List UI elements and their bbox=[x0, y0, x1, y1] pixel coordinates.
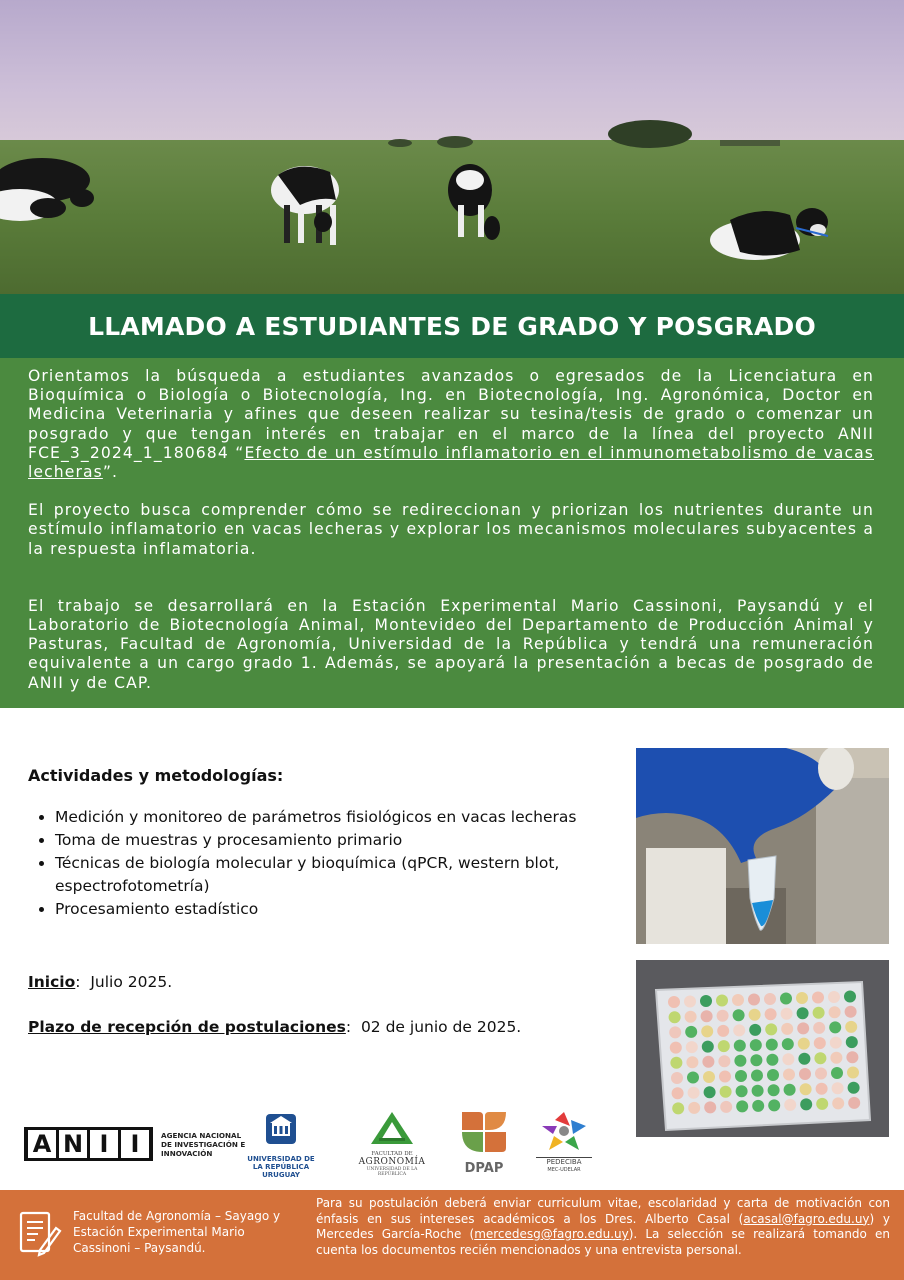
plate-well bbox=[672, 1102, 684, 1114]
plate-well bbox=[685, 1011, 697, 1023]
anii-letter: I bbox=[90, 1130, 118, 1158]
page-title: LLAMADO A ESTUDIANTES DE GRADO Y POSGRADO bbox=[88, 311, 816, 341]
project-title-link[interactable]: Efecto de un estímulo inflamatorio en el inmunometabolismo de vacas lecheras bbox=[28, 443, 874, 482]
plate-well bbox=[686, 1056, 698, 1068]
plate-well bbox=[750, 1054, 762, 1066]
pedeciba-name: PEDECIBA bbox=[546, 1158, 582, 1166]
plate-well bbox=[702, 1056, 714, 1068]
plate-well bbox=[748, 994, 760, 1006]
plate-well bbox=[670, 1057, 682, 1069]
fagro-line-1: FACULTAD DE bbox=[371, 1151, 413, 1157]
footer bbox=[0, 1190, 904, 1280]
plate-well bbox=[782, 1038, 794, 1050]
intro-paragraph-3: El trabajo se desarrollará en la Estación Experimental Mario Cassinoni, Paysandú y el Laboratorio de Biotecnología Animal, Montevideo del Departamento de Producción Animal y Pasturas, Facultad de Agronomía, Universidad de la República y tendrá una remuneración equivalente a un cargo grado 1. Además, se apoyará la presentación a becas de posgrado de ANII y de CAP. bbox=[28, 596, 874, 692]
plate-well bbox=[734, 1055, 746, 1067]
plate-well bbox=[798, 1053, 810, 1065]
plate-well bbox=[813, 1007, 825, 1019]
apply-text-1: Para su postulación deberá enviar curriculum vitae, escolaridad y carta de motivación con énfasis en sus intereses académicos a los Dres. Alberto Casal ( bbox=[316, 1196, 890, 1226]
plate-well bbox=[766, 1054, 778, 1066]
anii-caption: AGENCIA NACIONAL DE INVESTIGACIÓN E INNOVACIÓN bbox=[161, 1130, 246, 1158]
intro-paragraph-2: El proyecto busca comprender cómo se redireccionan y priorizan los nutrientes durante un estímulo inflamatorio en vacas lecheras y explorar los mecanismos moleculares subyacentes a la respuesta inflamatoria. bbox=[28, 501, 874, 558]
plate-well bbox=[847, 1067, 859, 1079]
plate-well bbox=[671, 1072, 683, 1084]
dpap-logo bbox=[456, 1110, 512, 1176]
udelar-caption: UNIVERSIDAD DE LA REPÚBLICA URUGUAY bbox=[247, 1155, 315, 1179]
plate-well bbox=[752, 1100, 764, 1112]
plate-well bbox=[732, 994, 744, 1006]
photo-microplate bbox=[636, 960, 889, 1137]
plate-well bbox=[734, 1040, 746, 1052]
plate-well bbox=[765, 1023, 777, 1035]
deadline: Plazo de recepción de postulaciones: 02 de junio de 2025. bbox=[28, 1018, 522, 1036]
plate-well bbox=[720, 1101, 732, 1113]
plate-well bbox=[766, 1039, 778, 1051]
fagro-logo bbox=[354, 1110, 430, 1177]
plate-well bbox=[672, 1087, 684, 1099]
plate-well bbox=[829, 1006, 841, 1018]
plate-well bbox=[749, 1009, 761, 1021]
plate-well bbox=[733, 1009, 745, 1021]
deadline-label: Plazo de recepción de postulaciones bbox=[28, 1018, 346, 1036]
fagro-emblem-icon bbox=[369, 1110, 415, 1146]
plate-well bbox=[830, 1052, 842, 1064]
plate-well bbox=[750, 1039, 762, 1051]
plate-well bbox=[780, 993, 792, 1005]
anii-logo bbox=[24, 1127, 251, 1161]
intro-section bbox=[0, 358, 904, 708]
plate-well bbox=[832, 1097, 844, 1109]
plate-well bbox=[828, 991, 840, 1003]
plate-well bbox=[733, 1024, 745, 1036]
plate-well bbox=[717, 1010, 729, 1022]
plate-well bbox=[768, 1099, 780, 1111]
anii-letter: I bbox=[121, 1130, 149, 1158]
list-item: • Técnicas de biología molecular y bioquímica (qPCR, western blot, espectrofotometría) bbox=[55, 852, 628, 898]
list-item: • Toma de muestras y procesamiento primario bbox=[55, 829, 628, 852]
plate-well bbox=[844, 991, 856, 1003]
start-label: Inicio bbox=[28, 973, 76, 991]
udelar-logo bbox=[244, 1112, 318, 1179]
plate-well bbox=[781, 1008, 793, 1020]
footer-address: Facultad de Agronomía – Sayago y Estación Experimental Mario Cassinoni – Paysandú. bbox=[73, 1209, 281, 1255]
plate-well bbox=[685, 1026, 697, 1038]
plate-well bbox=[751, 1070, 763, 1082]
udelar-emblem-icon bbox=[264, 1112, 298, 1148]
plate-well bbox=[784, 1099, 796, 1111]
plate-well bbox=[716, 995, 728, 1007]
plate-well bbox=[814, 1052, 826, 1064]
anii-letter: A bbox=[28, 1130, 56, 1158]
apply-text-3: ). La selección se realizará tomando en cuenta los documentos recién mencionados y una entrevista personal. bbox=[316, 1227, 890, 1257]
dpap-emblem-icon bbox=[459, 1110, 509, 1154]
pedeciba-logo bbox=[536, 1110, 592, 1174]
plate-well bbox=[736, 1100, 748, 1112]
plate-well bbox=[798, 1038, 810, 1050]
plate-well bbox=[719, 1071, 731, 1083]
plate-well bbox=[800, 1098, 812, 1110]
plate-well bbox=[702, 1041, 714, 1053]
pedeciba-emblem-icon bbox=[539, 1110, 589, 1152]
pedeciba-sub: MEC-UDELAR bbox=[547, 1167, 581, 1173]
dpap-caption: DPAP bbox=[464, 1161, 504, 1176]
plate-well bbox=[830, 1037, 842, 1049]
title-banner bbox=[0, 294, 904, 358]
hero-photo-cows bbox=[0, 0, 904, 294]
plate-well bbox=[669, 1026, 681, 1038]
plate-well bbox=[846, 1036, 858, 1048]
plate-well bbox=[686, 1041, 698, 1053]
plate-well bbox=[782, 1053, 794, 1065]
activities-list bbox=[28, 806, 628, 921]
plate-well bbox=[845, 1021, 857, 1033]
plate-well bbox=[814, 1037, 826, 1049]
apply-text-2: ) y Mercedes García-Roche ( bbox=[316, 1211, 890, 1241]
plate-well bbox=[684, 996, 696, 1008]
anii-wordmark bbox=[24, 1127, 153, 1161]
intro-p1-text: Orientamos la búsqueda a estudiantes avanzados o egresados de la Licenciatura en Bioquímica o Biología o Biotecnología, Ing. en Biotecnología, Ing. Agronómica, Doctor en Medicina Veterinaria y afines que deseen realizar su tesina/tesis de grado o comenzar un posgrado y que tengan interés en trabajar en el marco de la línea del proyecto ANII FCE_3_2024_1_180684 “ bbox=[28, 367, 874, 462]
plate-well bbox=[767, 1069, 779, 1081]
plate-well bbox=[688, 1102, 700, 1114]
plate-well bbox=[687, 1072, 699, 1084]
plate-well bbox=[700, 995, 712, 1007]
email-link-garcia-roche[interactable]: mercedesg@fagro.edu.uy bbox=[474, 1227, 629, 1241]
start-date: Inicio: Julio 2025. bbox=[28, 973, 173, 991]
plate-well bbox=[846, 1051, 858, 1063]
plate-well bbox=[701, 1010, 713, 1022]
plate-well bbox=[764, 993, 776, 1005]
plate-well bbox=[752, 1085, 764, 1097]
fagro-line-2: AGRONOMÍA bbox=[358, 1157, 426, 1167]
plate-well bbox=[816, 1098, 828, 1110]
plate-well bbox=[720, 1086, 732, 1098]
plate-well bbox=[718, 1055, 730, 1067]
intro-paragraph-1 bbox=[28, 367, 874, 482]
plate-well bbox=[832, 1082, 844, 1094]
plate-well bbox=[668, 996, 680, 1008]
plate-well bbox=[669, 1011, 681, 1023]
photo-sample-tube bbox=[636, 748, 889, 944]
activities-section bbox=[28, 766, 628, 921]
intro-p1-end: ”. bbox=[102, 463, 119, 482]
plate-well bbox=[784, 1084, 796, 1096]
plate-well bbox=[768, 1084, 780, 1096]
plate-well bbox=[829, 1021, 841, 1033]
anii-letter: N bbox=[59, 1130, 87, 1158]
plate-well bbox=[815, 1068, 827, 1080]
footer-application-info bbox=[316, 1196, 890, 1258]
activities-heading: Actividades y metodologías: bbox=[28, 766, 284, 785]
plate-well bbox=[781, 1023, 793, 1035]
list-item: • Medición y monitoreo de parámetros fisiológicos en vacas lecheras bbox=[55, 806, 628, 829]
plate-well bbox=[670, 1042, 682, 1054]
plate-well bbox=[701, 1025, 713, 1037]
plate-well bbox=[717, 1025, 729, 1037]
start-value: Julio 2025. bbox=[90, 973, 173, 991]
plate-well bbox=[688, 1087, 700, 1099]
plate-well bbox=[783, 1069, 795, 1081]
plate-well bbox=[718, 1040, 730, 1052]
plate-well bbox=[812, 992, 824, 1004]
plate-well bbox=[813, 1022, 825, 1034]
plate-well bbox=[848, 1097, 860, 1109]
plate-well bbox=[848, 1082, 860, 1094]
list-item: • Procesamiento estadístico bbox=[55, 898, 628, 921]
plate-well bbox=[831, 1067, 843, 1079]
plate-well bbox=[796, 992, 808, 1004]
document-pen-icon bbox=[18, 1210, 62, 1263]
email-link-casal[interactable]: acasal@fagro.edu.uy bbox=[743, 1211, 870, 1226]
plate-well bbox=[797, 1022, 809, 1034]
fagro-line-3: UNIVERSIDAD DE LA REPÚBLICA bbox=[366, 1167, 418, 1177]
plate-well bbox=[704, 1086, 716, 1098]
plate-well bbox=[799, 1068, 811, 1080]
plate-well bbox=[736, 1085, 748, 1097]
plate-well bbox=[765, 1008, 777, 1020]
plate-well bbox=[704, 1101, 716, 1113]
plate-well bbox=[797, 1007, 809, 1019]
plate-well bbox=[735, 1070, 747, 1082]
plate-well bbox=[749, 1024, 761, 1036]
plate-well bbox=[703, 1071, 715, 1083]
plate-well bbox=[845, 1006, 857, 1018]
plate-well bbox=[800, 1083, 812, 1095]
pedeciba-caption bbox=[536, 1157, 592, 1174]
deadline-value: 02 de junio de 2025. bbox=[360, 1018, 522, 1036]
plate-well bbox=[816, 1083, 828, 1095]
